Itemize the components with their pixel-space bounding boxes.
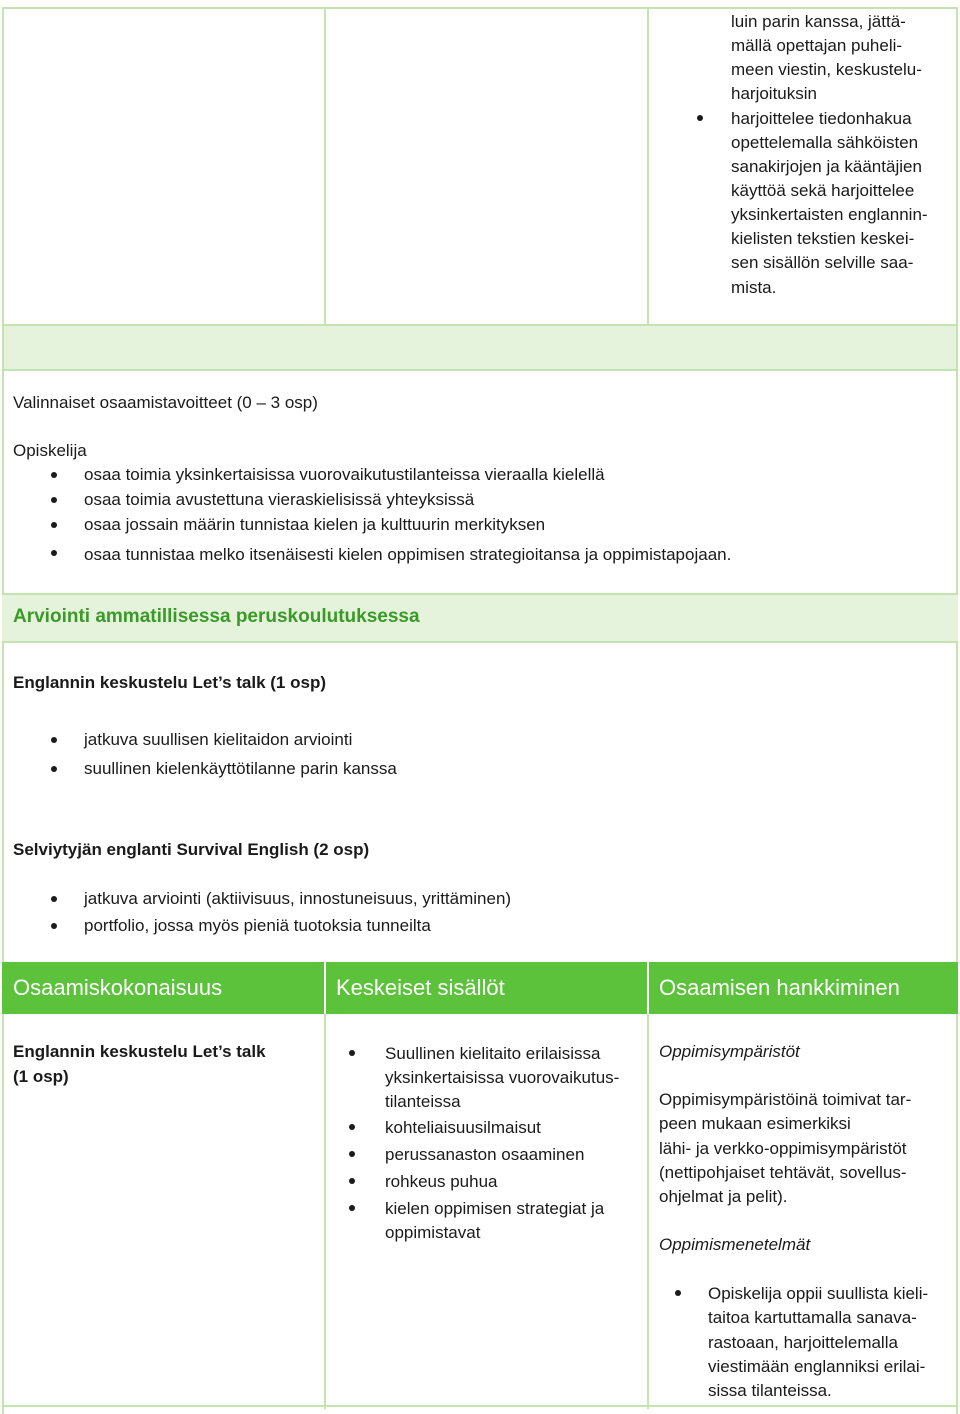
text-line: mällä opettajan puheli- [731, 36, 903, 55]
bullet-icon [675, 1290, 681, 1296]
text-line: peen mukaan esimerkiksi [659, 1114, 851, 1133]
bullet-icon [51, 737, 57, 743]
text-line: Oppimisympäristöinä toimivat tar- [659, 1090, 912, 1109]
list-item: perussanaston osaaminen [385, 1145, 585, 1164]
bullet-icon [349, 1205, 355, 1211]
text-line: kielisten tekstien keskei- [731, 229, 915, 248]
optional-goals-title: Valinnaiset osaamistavoitteet (0 – 3 osp) [13, 393, 318, 412]
bullet-icon [51, 896, 57, 902]
text-line: Opiskelija oppii suullista kieli- [708, 1284, 929, 1303]
text-line: luin parin kanssa, jättä- [731, 12, 906, 31]
bullet-icon [349, 1050, 355, 1056]
header-divider [647, 962, 649, 1014]
column-header-competence: Osaamiskokonaisuus [13, 975, 223, 1000]
course-title: Selviytyjän englanti Survival English (2 osp) [13, 840, 370, 859]
list-item: osaa toimia avustettuna vieraskielisissä yhteyksissä [84, 490, 475, 509]
optional-goals-subtitle: Opiskelija [13, 441, 87, 460]
table-divider-1 [324, 7, 326, 327]
text-line: käyttöä sekä harjoittelee [731, 181, 915, 200]
list-item: portfolio, jossa myös pieniä tuotoksia tunneilta [84, 916, 431, 935]
box-border-right [956, 326, 958, 1414]
methods-heading: Oppimismenetelmät [659, 1235, 811, 1254]
box-border-left [2, 326, 4, 1414]
course-name: Englannin keskustelu Let’s talk [13, 1042, 266, 1061]
table-border-left [2, 7, 4, 327]
section-border [2, 369, 958, 371]
list-item-cont: yksinkertaisissa vuorovaikutus- [385, 1068, 620, 1087]
course-title: Englannin keskustelu Let’s talk (1 osp) [13, 673, 326, 692]
text-line: viestimään englanniksi erilai- [708, 1357, 926, 1376]
bullet-icon [349, 1124, 355, 1130]
bullet-icon [51, 472, 57, 478]
bullet-icon [51, 550, 57, 556]
list-item-cont: oppimistavat [385, 1223, 481, 1242]
section-band-empty [2, 326, 958, 370]
section-border [2, 641, 958, 643]
text-line: mista. [731, 278, 777, 297]
table-divider-2 [647, 1014, 649, 1409]
assessment-heading: Arviointi ammatillisessa peruskoulutuksessa [13, 606, 420, 627]
course-credits: (1 osp) [13, 1067, 69, 1086]
list-item: rohkeus puhua [385, 1172, 498, 1191]
list-item: jatkuva arviointi (aktiivisuus, innostuneisuus, yrittäminen) [84, 889, 512, 908]
list-item: osaa jossain määrin tunnistaa kielen ja kulttuurin merkityksen [84, 515, 546, 534]
bullet-icon [51, 522, 57, 528]
text-line: meen viestin, keskustelu- [731, 60, 922, 79]
text-line: sissa tilanteissa. [708, 1381, 832, 1400]
list-item: osaa tunnistaa melko itsenäisesti kielen oppimisen strategioitansa ja oppimistapojaan. [84, 545, 732, 564]
list-item-cont: tilanteissa [385, 1092, 461, 1111]
column-header-acquisition: Osaamisen hankkiminen [659, 975, 900, 1000]
table-border-bottom [2, 1405, 958, 1407]
text-line: yksinkertaisten englannin- [731, 205, 928, 224]
list-item: kielen oppimisen strategiat ja [385, 1199, 605, 1218]
bullet-icon [51, 497, 57, 503]
list-item: Suullinen kielitaito erilaisissa [385, 1044, 601, 1063]
text-line: sanakirjojen ja kääntäjien [731, 157, 922, 176]
list-item: kohteliaisuusilmaisut [385, 1118, 541, 1137]
table-divider-1 [324, 1014, 326, 1409]
bullet-icon [51, 923, 57, 929]
bullet-icon [697, 115, 703, 121]
table-border-top [2, 7, 958, 9]
header-divider [324, 962, 326, 1014]
list-item: osaa toimia yksinkertaisissa vuorovaikutustilanteissa vieraalla kielellä [84, 465, 605, 484]
bullet-icon [349, 1178, 355, 1184]
text-line: opettelemalla sähköisten [731, 133, 919, 152]
environments-heading: Oppimisympäristöt [659, 1042, 800, 1061]
list-item: jatkuva suullisen kielitaidon arviointi [84, 730, 353, 749]
text-line: sen sisällön selville saa- [731, 253, 914, 272]
table-divider-2 [647, 7, 649, 327]
text-line: harjoituksin [731, 84, 817, 103]
text-line: harjoittelee tiedonhakua [731, 109, 912, 128]
text-line: (nettipohjaiset tehtävät, sovellus- [659, 1163, 907, 1182]
table-border-right [956, 7, 958, 327]
text-line: taitoa kartuttamalla sanava- [708, 1308, 917, 1327]
bullet-icon [349, 1151, 355, 1157]
text-line: rastoaan, harjoittelemalla [708, 1333, 898, 1352]
text-line: ohjelmat ja pelit). [659, 1187, 788, 1206]
column-header-contents: Keskeiset sisällöt [336, 975, 505, 1000]
bullet-icon [51, 766, 57, 772]
list-item: suullinen kielenkäyttötilanne parin kanssa [84, 759, 397, 778]
text-line: lähi- ja verkko-oppimisympäristöt [659, 1139, 907, 1158]
